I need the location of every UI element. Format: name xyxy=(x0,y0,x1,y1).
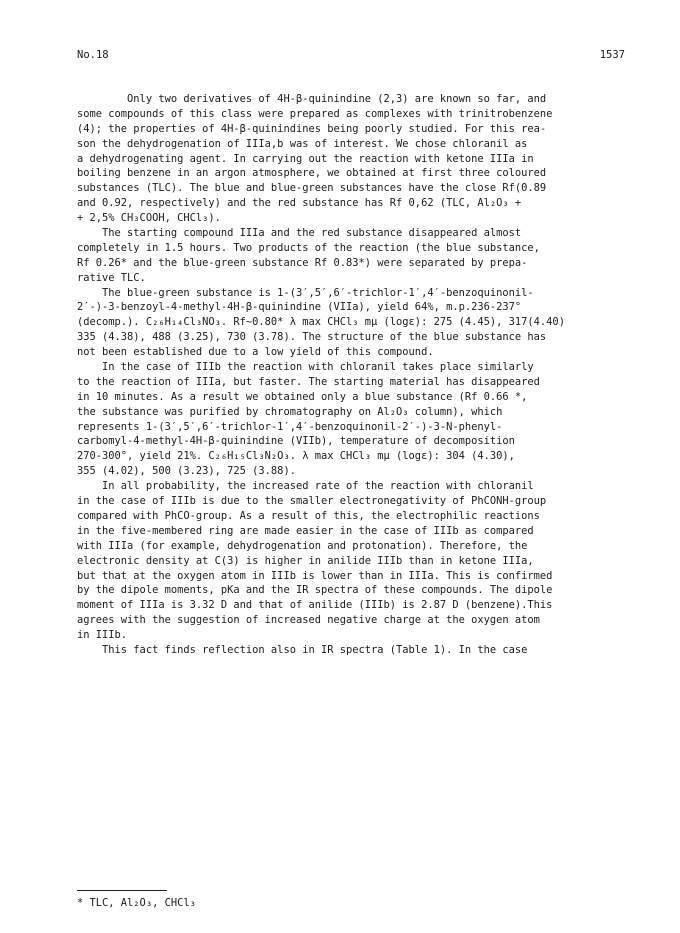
body-line: and 0.92, respectively) and the red substance has Rf 0,62 (TLC, Al₂O₃ + xyxy=(77,197,522,210)
body-line: rative TLC. xyxy=(77,271,146,284)
body-line: agrees with the suggestion of increased negative charge at the oxygen atom xyxy=(77,614,540,627)
running-header-journal-number: No.18 xyxy=(77,49,109,61)
body-line: This fact finds reflection also in IR spectra (Table 1). In the case xyxy=(77,643,528,656)
body-line: represents 1-(3′,5′,6′-trichlor-1′,4′-benzoquinonil-2′-)-3-N-phenyl- xyxy=(77,420,503,433)
body-line: electronic density at C(3) is higher in anilide IIIb than in ketone IIIa, xyxy=(77,554,534,567)
body-line: 2′-)-3-benzoyl-4-methyl-4H-β-quinindine (VIIa), yield 64%, m.p.236-237° xyxy=(77,301,522,314)
body-line: 335 (4.38), 488 (3.25), 730 (3.78). The structure of the blue substance has xyxy=(77,331,547,344)
body-line: but that at the oxygen atom in IIIb is lower than in IIIa. This is confirmed xyxy=(77,569,553,582)
body-line: with IIIa (for example, dehydrogenation and protonation). Therefore, the xyxy=(77,539,528,552)
body-line: 355 (4.02), 500 (3.23), 725 (3.88). xyxy=(77,465,296,478)
body-line: some compounds of this class were prepared as complexes with trinitrobenzene xyxy=(77,107,553,120)
body-line: In all probability, the increased rate of the reaction with chloranil xyxy=(77,480,534,493)
body-line: in IIIb. xyxy=(77,629,128,642)
body-line: compared with PhCO-group. As a result of this, the electrophilic reactions xyxy=(77,509,540,522)
body-line: The blue-green substance is 1-(3′,5′,6′-trichlor-1′,4′-benzoquinonil- xyxy=(77,286,534,299)
page-number: 1537 xyxy=(599,49,625,61)
body-line: + 2,5% CH₃COOH, CHCl₃). xyxy=(77,212,221,225)
body-line: Only two derivatives of 4H-β-quinindine (2,3) are known so far, and xyxy=(77,93,547,105)
footnote-divider xyxy=(77,890,167,891)
footnote: * TLC, Al₂O₃, CHCl₃ xyxy=(77,897,196,909)
body-line: (4); the properties of 4H-β-quinindines being poorly studied. For this rea- xyxy=(77,122,547,135)
body-line: son the dehydrogenation of IIIa,b was of interest. We chose chloranil as xyxy=(77,137,528,150)
body-line: 270-300°, yield 21%. C₂₆H₁₅Cl₃N₂O₃. λ max CHCl₃ mμ (logε): 304 (4.30), xyxy=(77,450,515,463)
body-line: not been established due to a low yield of this compound. xyxy=(77,346,434,359)
body-line: in 10 minutes. As a result we obtained only a blue substance (Rf 0.66 *, xyxy=(77,390,528,403)
body-line: substances (TLC). The blue and blue-green substances have the close Rf(0.89 xyxy=(77,182,547,195)
body-line: completely in 1.5 hours. Two products of the reaction (the blue substance, xyxy=(77,241,540,254)
body-line: carbomyl-4-methyl-4H-β-quinindine (VIIb), temperature of decomposition xyxy=(77,435,515,448)
body-line: In the case of IIIb the reaction with chloranil takes place similarly xyxy=(77,361,534,374)
body-line: the substance was purified by chromatography on Al₂O₃ column), which xyxy=(77,405,503,418)
body-line: Rf 0.26* and the blue-green substance Rf 0.83*) were separated by prepa- xyxy=(77,256,528,269)
body-line: a dehydrogenating agent. In carrying out the reaction with ketone IIIa in xyxy=(77,152,534,165)
body-line: moment of IIIa is 3.32 D and that of anilide (IIIb) is 2.87 D (benzene).This xyxy=(77,599,553,612)
body-line: to the reaction of IIIa, but faster. The starting material has disappeared xyxy=(77,375,540,388)
body-line: by the dipole moments, pKa and the IR spectra of these compounds. The dipole xyxy=(77,584,553,597)
body-line: in the case of IIIb is due to the smaller electronegativity of PhCONH-group xyxy=(77,495,547,508)
body-line: in the five-membered ring are made easier in the case of IIIb as compared xyxy=(77,524,534,537)
body-line: boiling benzene in an argon atmosphere, we obtained at first three coloured xyxy=(77,167,547,180)
body-line: The starting compound IIIa and the red substance disappeared almost xyxy=(77,227,522,240)
body-line: (decomp.). C₂₆H₁₄Cl₃NO₃. Rf~0.80* λ max CHCl₃ mμ (logε): 275 (4.45), 317(4.40) xyxy=(77,316,565,329)
article-body xyxy=(77,92,637,658)
